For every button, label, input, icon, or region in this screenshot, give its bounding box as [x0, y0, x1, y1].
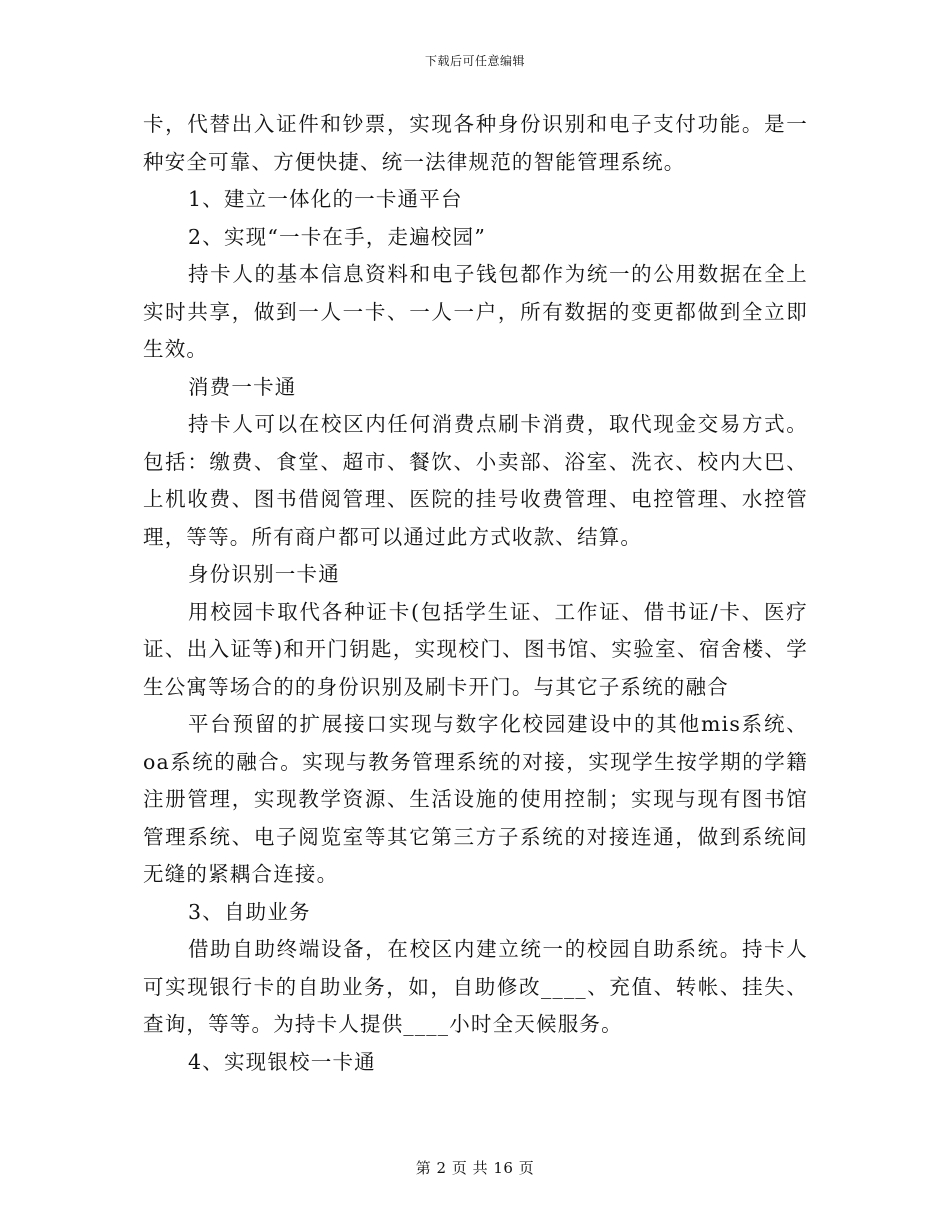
heading-platform: 1、建立一体化的一卡通平台	[188, 187, 463, 211]
heading-one-card-campus: 2、实现“一卡在手，走遍校园”	[188, 224, 487, 249]
paragraph-integration: 平台预留的扩展接口实现与数字化校园建设中的其他mis系统、oa系统的融合。实现与教务管理系统的对接，实现学生按学期的学籍注册管理，实现教学资源、生活设施的使用控制；实现与现有图书馆管理系统、电子阅览室等其它第三方子系统的对接连通，做到系统间无缝的紧耦合连接。	[143, 712, 808, 886]
document-body	[143, 106, 808, 1081]
heading-bank-campus-card: 4、实现银校一卡通	[188, 1049, 376, 1074]
paragraph-consumption: 持卡人可以在校区内任何消费点刷卡消费，取代现金交易方式。包括：缴费、食堂、超市、餐饮、小卖部、浴室、洗衣、校内大巴、上机收费、图书借阅管理、医院的挂号收费管理、电控管理、水控管理，等等。所有商户都可以通过此方式收款、结算。	[143, 412, 808, 549]
subheading-consumption: 消费一卡通	[188, 374, 297, 399]
paragraph-self-service: 借助自助终端设备，在校区内建立统一的校园自助系统。持卡人可实现银行卡的自助业务，如，自助修改____、充值、转帐、挂失、查询，等等。为持卡人提供____小时全天候服务。	[143, 937, 808, 1036]
paragraph-continuation: 卡，代替出入证件和钞票，实现各种身份识别和电子支付功能。是一种安全可靠、方便快捷、统一法律规范的智能管理系统。	[143, 112, 808, 174]
paragraph-shared-data: 持卡人的基本信息资料和电子钱包都作为统一的公用数据在全上实时共享，做到一人一卡、一人一户，所有数据的变更都做到全立即生效。	[143, 262, 808, 361]
paragraph-identity: 用校园卡取代各种证卡(包括学生证、工作证、借书证/卡、医疗证、出入证等)和开门钥匙，实现校门、图书馆、实验室、宿舍楼、学生公寓等场合的的身份识别及刷卡开门。与其它子系统的融合	[143, 599, 808, 699]
page-header: 下载后可任意编辑	[424, 54, 525, 68]
heading-self-service: 3、自助业务	[188, 899, 311, 924]
subheading-identity: 身份识别一卡通	[188, 562, 340, 586]
page-number: 第 2 页 共 16 页	[415, 1159, 535, 1177]
